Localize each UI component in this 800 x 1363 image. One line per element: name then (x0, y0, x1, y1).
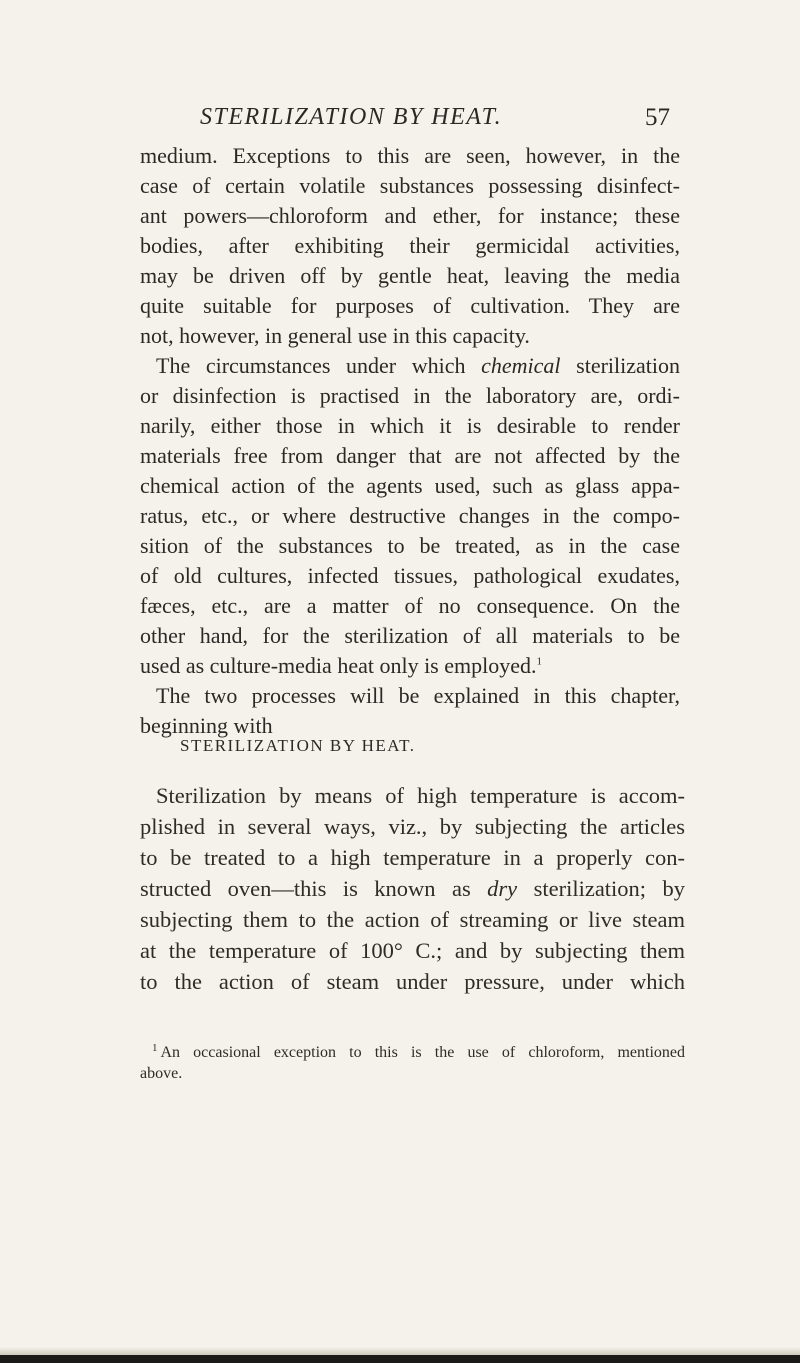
text-fragment: used as culture-media heat only is employed. (140, 653, 537, 678)
footnote-mark: 1 (152, 1041, 158, 1054)
text-line: of old cultures, infected tissues, pathological exudates, (140, 563, 680, 588)
text-line: subjecting them to the action of streaming or live steam (140, 907, 685, 932)
text-line: other hand, for the sterilization of all materials to be (140, 623, 680, 648)
text-line: not, however, in general use in this capacity. (140, 323, 530, 348)
footnote (140, 1042, 685, 1084)
text-line: chemical action of the agents used, such as glass appa- (140, 473, 680, 498)
text-line (140, 351, 680, 381)
footnote-text: An occasional exception to this is the use of chloroform, mentioned (160, 1044, 685, 1061)
text-line: quite suitable for purposes of cultivation. They are (140, 293, 680, 318)
running-title: STERILIZATION BY HEAT. (200, 104, 503, 130)
text-line: to be treated to a high temperature in a properly con- (140, 845, 685, 870)
text-line: may be driven off by gentle heat, leaving the media (140, 263, 680, 288)
text-line: case of certain volatile substances possessing disinfect- (140, 173, 680, 198)
text-line: sition of the substances to be treated, as in the case (140, 533, 680, 558)
text-line (140, 651, 680, 681)
text-line: beginning with (140, 713, 273, 738)
emphasis-dry: dry (487, 876, 518, 901)
footnote-reference: 1 (536, 655, 542, 668)
text-line: Sterilization by means of high temperature is accom- (156, 783, 685, 808)
text-line: to the action of steam under pressure, under which (140, 969, 685, 994)
section-body-text (140, 780, 685, 997)
text-line: ratus, etc., or where destructive changes in the compo- (140, 503, 680, 528)
running-head (200, 104, 670, 138)
text-line: ant powers—chloroform and ether, for instance; these (140, 203, 680, 228)
page-edge-shadow (0, 1347, 800, 1355)
footnote-line (140, 1042, 685, 1063)
text-fragment: structed oven—this is known as (140, 876, 471, 901)
footnote-line: above. (140, 1065, 183, 1082)
text-line: at the temperature of 100° C.; and by subjecting them (140, 938, 685, 963)
text-fragment: sterilization (576, 353, 681, 378)
body-text (140, 141, 680, 741)
text-fragment: sterilization; by (533, 876, 685, 901)
section-heading: STERILIZATION BY HEAT. (180, 736, 416, 755)
text-line: medium. Exceptions to this are seen, however, in the (140, 143, 680, 168)
page-edge (0, 1355, 800, 1363)
text-line: plished in several ways, viz., by subjecting the articles (140, 814, 685, 839)
text-line: narily, either those in which it is desirable to render (140, 413, 680, 438)
text-line: or disinfection is practised in the laboratory are, ordi- (140, 383, 680, 408)
text-line: materials free from danger that are not affected by the (140, 443, 680, 468)
text-line: The two processes will be explained in this chapter, (156, 683, 680, 708)
text-line (140, 873, 685, 904)
text-line: fæces, etc., are a matter of no consequence. On the (140, 593, 680, 618)
page-number: 57 (645, 104, 670, 131)
text-line: bodies, after exhibiting their germicidal activities, (140, 233, 680, 258)
emphasis-chemical: chemical (481, 353, 561, 378)
text-fragment: The circumstances under which (156, 353, 466, 378)
